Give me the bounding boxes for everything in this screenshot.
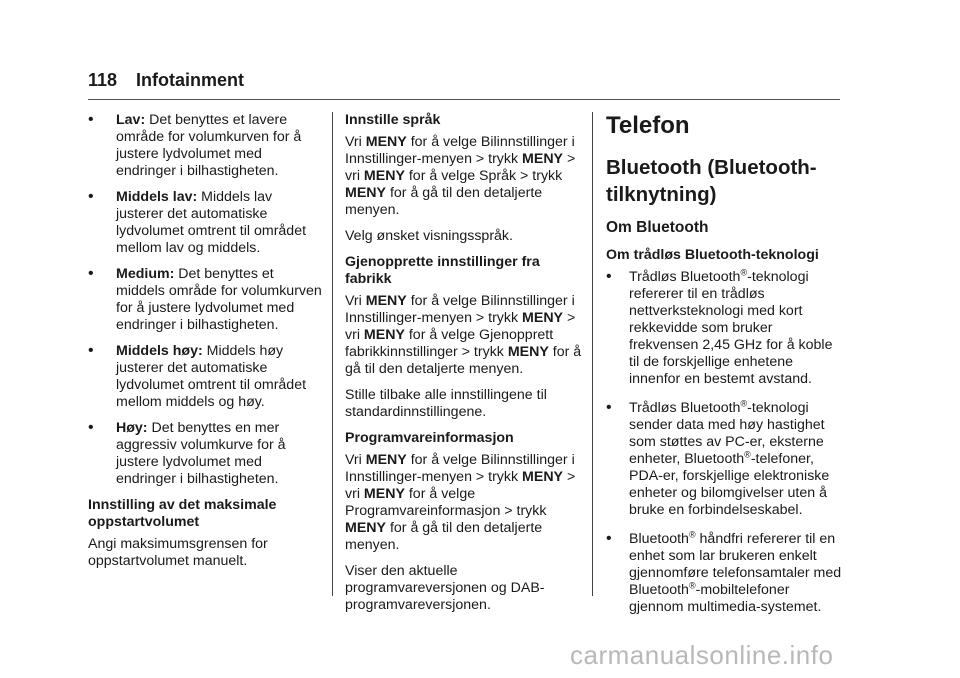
instruction-text: for å gå til den detaljerte menyen. — [345, 344, 582, 377]
registered-mark: ® — [740, 398, 748, 409]
option-label: Middels høy: — [116, 343, 203, 359]
menu-key-label: MENY — [345, 185, 386, 201]
fact-text: Bluetooth — [629, 531, 689, 547]
bullet-marker: • — [88, 188, 94, 205]
option-text: Middels lav justerer det automatiske lydvolumet omtrent til området mellom lav og middels. — [116, 189, 307, 256]
volume-option-medium — [88, 266, 322, 334]
registered-mark: ® — [744, 449, 751, 460]
column-divider-2 — [592, 112, 593, 596]
instruction-text: > vri — [345, 151, 576, 184]
header-divider — [88, 99, 840, 100]
bullet-marker: • — [606, 530, 612, 547]
wireless-tech-subheading: Om trådløs Bluetooth-teknologi — [606, 247, 819, 263]
option-label: Middels lav: — [116, 189, 198, 205]
instruction-text: Vri — [345, 452, 366, 468]
registered-mark: ® — [688, 580, 696, 591]
option-label: Høy: — [116, 420, 148, 436]
menu-key-label: MENY — [365, 134, 407, 150]
fact-text: -telefoner, PDA-er, forskjellige elektroniske enheter og bilomgivelser uten å bruke en forbindelseskabel. — [629, 451, 830, 518]
software-info-note: Viser den aktuelle programvareversjonen og DAB-programvareversjonen. — [345, 563, 545, 613]
instruction-text: for å velge Gjenopprett fabrikkinnstillinger > trykk — [345, 327, 554, 360]
bullet-marker: • — [88, 342, 94, 359]
fact-text: -teknologi refererer til en trådløs nettverksteknologi med kort rekkevidde som bruker frekvensen 2,45 GHz for å koble til de forskjellige enhetene innenfor en bestemt avstand. — [629, 269, 833, 387]
option-label: Lav: — [116, 112, 146, 128]
factory-reset-instructions — [345, 293, 585, 378]
page-header — [88, 70, 840, 100]
volume-option-medium-low — [88, 189, 322, 257]
instruction-text: Vri — [345, 293, 366, 309]
instruction-text: for å velge Bilinnstillinger i Innstillinger-menyen > trykk — [345, 452, 575, 485]
instruction-text: for å gå til den detaljerte menyen. — [345, 185, 543, 218]
column-middle — [345, 112, 585, 623]
instruction-text: Vri — [345, 134, 366, 150]
fact-text: Trådløs Bluetooth — [629, 400, 741, 416]
menu-key-label: MENY — [522, 310, 564, 326]
volume-option-high — [88, 420, 322, 488]
menu-key-label: MENY — [365, 452, 407, 468]
max-startup-volume-heading: Innstilling av det maksimale oppstartvolumet — [88, 497, 277, 530]
factory-reset-heading: Gjenopprette innstillinger fra fabrikk — [345, 254, 540, 287]
bluetooth-fact-2 — [606, 400, 842, 519]
option-text: Det benyttes et lavere område for volumkurven for å justere lydvolumet med endringer i bilhastigheten. — [116, 112, 302, 179]
bluetooth-connection-title: Bluetooth (Bluetooth-tilknytning) — [606, 156, 817, 206]
bullet-marker: • — [606, 268, 612, 285]
volume-option-medium-high — [88, 343, 322, 411]
option-text: Middels høy justerer det automatiske lydvolumet omtrent til området mellom middels og høy. — [116, 343, 307, 410]
bluetooth-fact-1 — [606, 269, 842, 388]
max-startup-volume-text: Angi maksimumsgrensen for oppstartvolumet manuelt. — [88, 536, 268, 569]
fact-text: Trådløs Bluetooth — [629, 269, 741, 285]
column-right — [606, 112, 842, 628]
menu-key-label: MENY — [522, 469, 564, 485]
page-number: 118 — [88, 70, 118, 90]
language-heading: Innstille språk — [345, 112, 441, 128]
menu-key-label: MENY — [363, 327, 405, 343]
menu-key-label: MENY — [345, 520, 386, 536]
menu-key-label: MENY — [365, 293, 407, 309]
instruction-text: for å velge Bilinnstillinger i Innstillinger-menyen > trykk — [345, 293, 575, 326]
volume-option-low — [88, 112, 322, 180]
option-text: Det benyttes et middels område for volumkurven for å justere lydvolumet med endringer i bilhastigheten. — [116, 266, 322, 333]
instruction-text: > vri — [345, 469, 576, 502]
bullet-marker: • — [88, 419, 94, 436]
telephone-title: Telefon — [606, 112, 690, 139]
bullet-marker: • — [88, 111, 94, 128]
bullet-marker: • — [88, 265, 94, 282]
menu-key-label: MENY — [507, 344, 549, 360]
instruction-text: for å velge Språk > trykk — [404, 168, 563, 184]
fact-text: -mobiltelefoner gjennom multimedia-systemet. — [629, 582, 822, 615]
column-left — [88, 112, 322, 579]
bullet-marker: • — [606, 399, 612, 416]
software-info-heading: Programvareinformasjon — [345, 430, 514, 446]
menu-key-label: MENY — [522, 151, 564, 167]
about-bluetooth-heading: Om Bluetooth — [606, 219, 709, 236]
menu-key-label: MENY — [363, 486, 405, 502]
fact-text: -teknologi sender data med høy hastighet som støttes av PC-er, eksterne enheter, Bluetooth — [629, 400, 825, 467]
fact-text: håndfri refererer til en enhet som lar brukeren enkelt gjennomføre telefonsamtaler med Bluetooth — [629, 531, 842, 598]
column-divider-1 — [332, 112, 333, 596]
language-note: Velg ønsket visningsspråk. — [345, 228, 513, 244]
instruction-text: for å velge Programvareinformasjon > trykk — [345, 486, 547, 519]
instruction-text: for å gå til den detaljerte menyen. — [345, 520, 543, 553]
instruction-text: for å velge Bilinnstillinger i Innstillinger-menyen > trykk — [345, 134, 575, 167]
registered-mark: ® — [740, 267, 748, 278]
registered-mark: ® — [688, 529, 696, 540]
instruction-text: > vri — [345, 310, 576, 343]
watermark: carmanualsonline.info — [570, 640, 834, 670]
option-label: Medium: — [116, 266, 175, 282]
menu-key-label: MENY — [363, 168, 405, 184]
bluetooth-fact-3 — [606, 531, 842, 616]
language-instructions — [345, 134, 585, 219]
section-title: Infotainment — [136, 70, 244, 90]
factory-reset-note: Stille tilbake alle innstillingene til standardinnstillingene. — [345, 387, 547, 420]
option-text: Det benyttes en mer aggressiv volumkurve for å justere lydvolumet med endringer i bilhastigheten. — [116, 420, 286, 487]
software-info-instructions — [345, 452, 585, 554]
